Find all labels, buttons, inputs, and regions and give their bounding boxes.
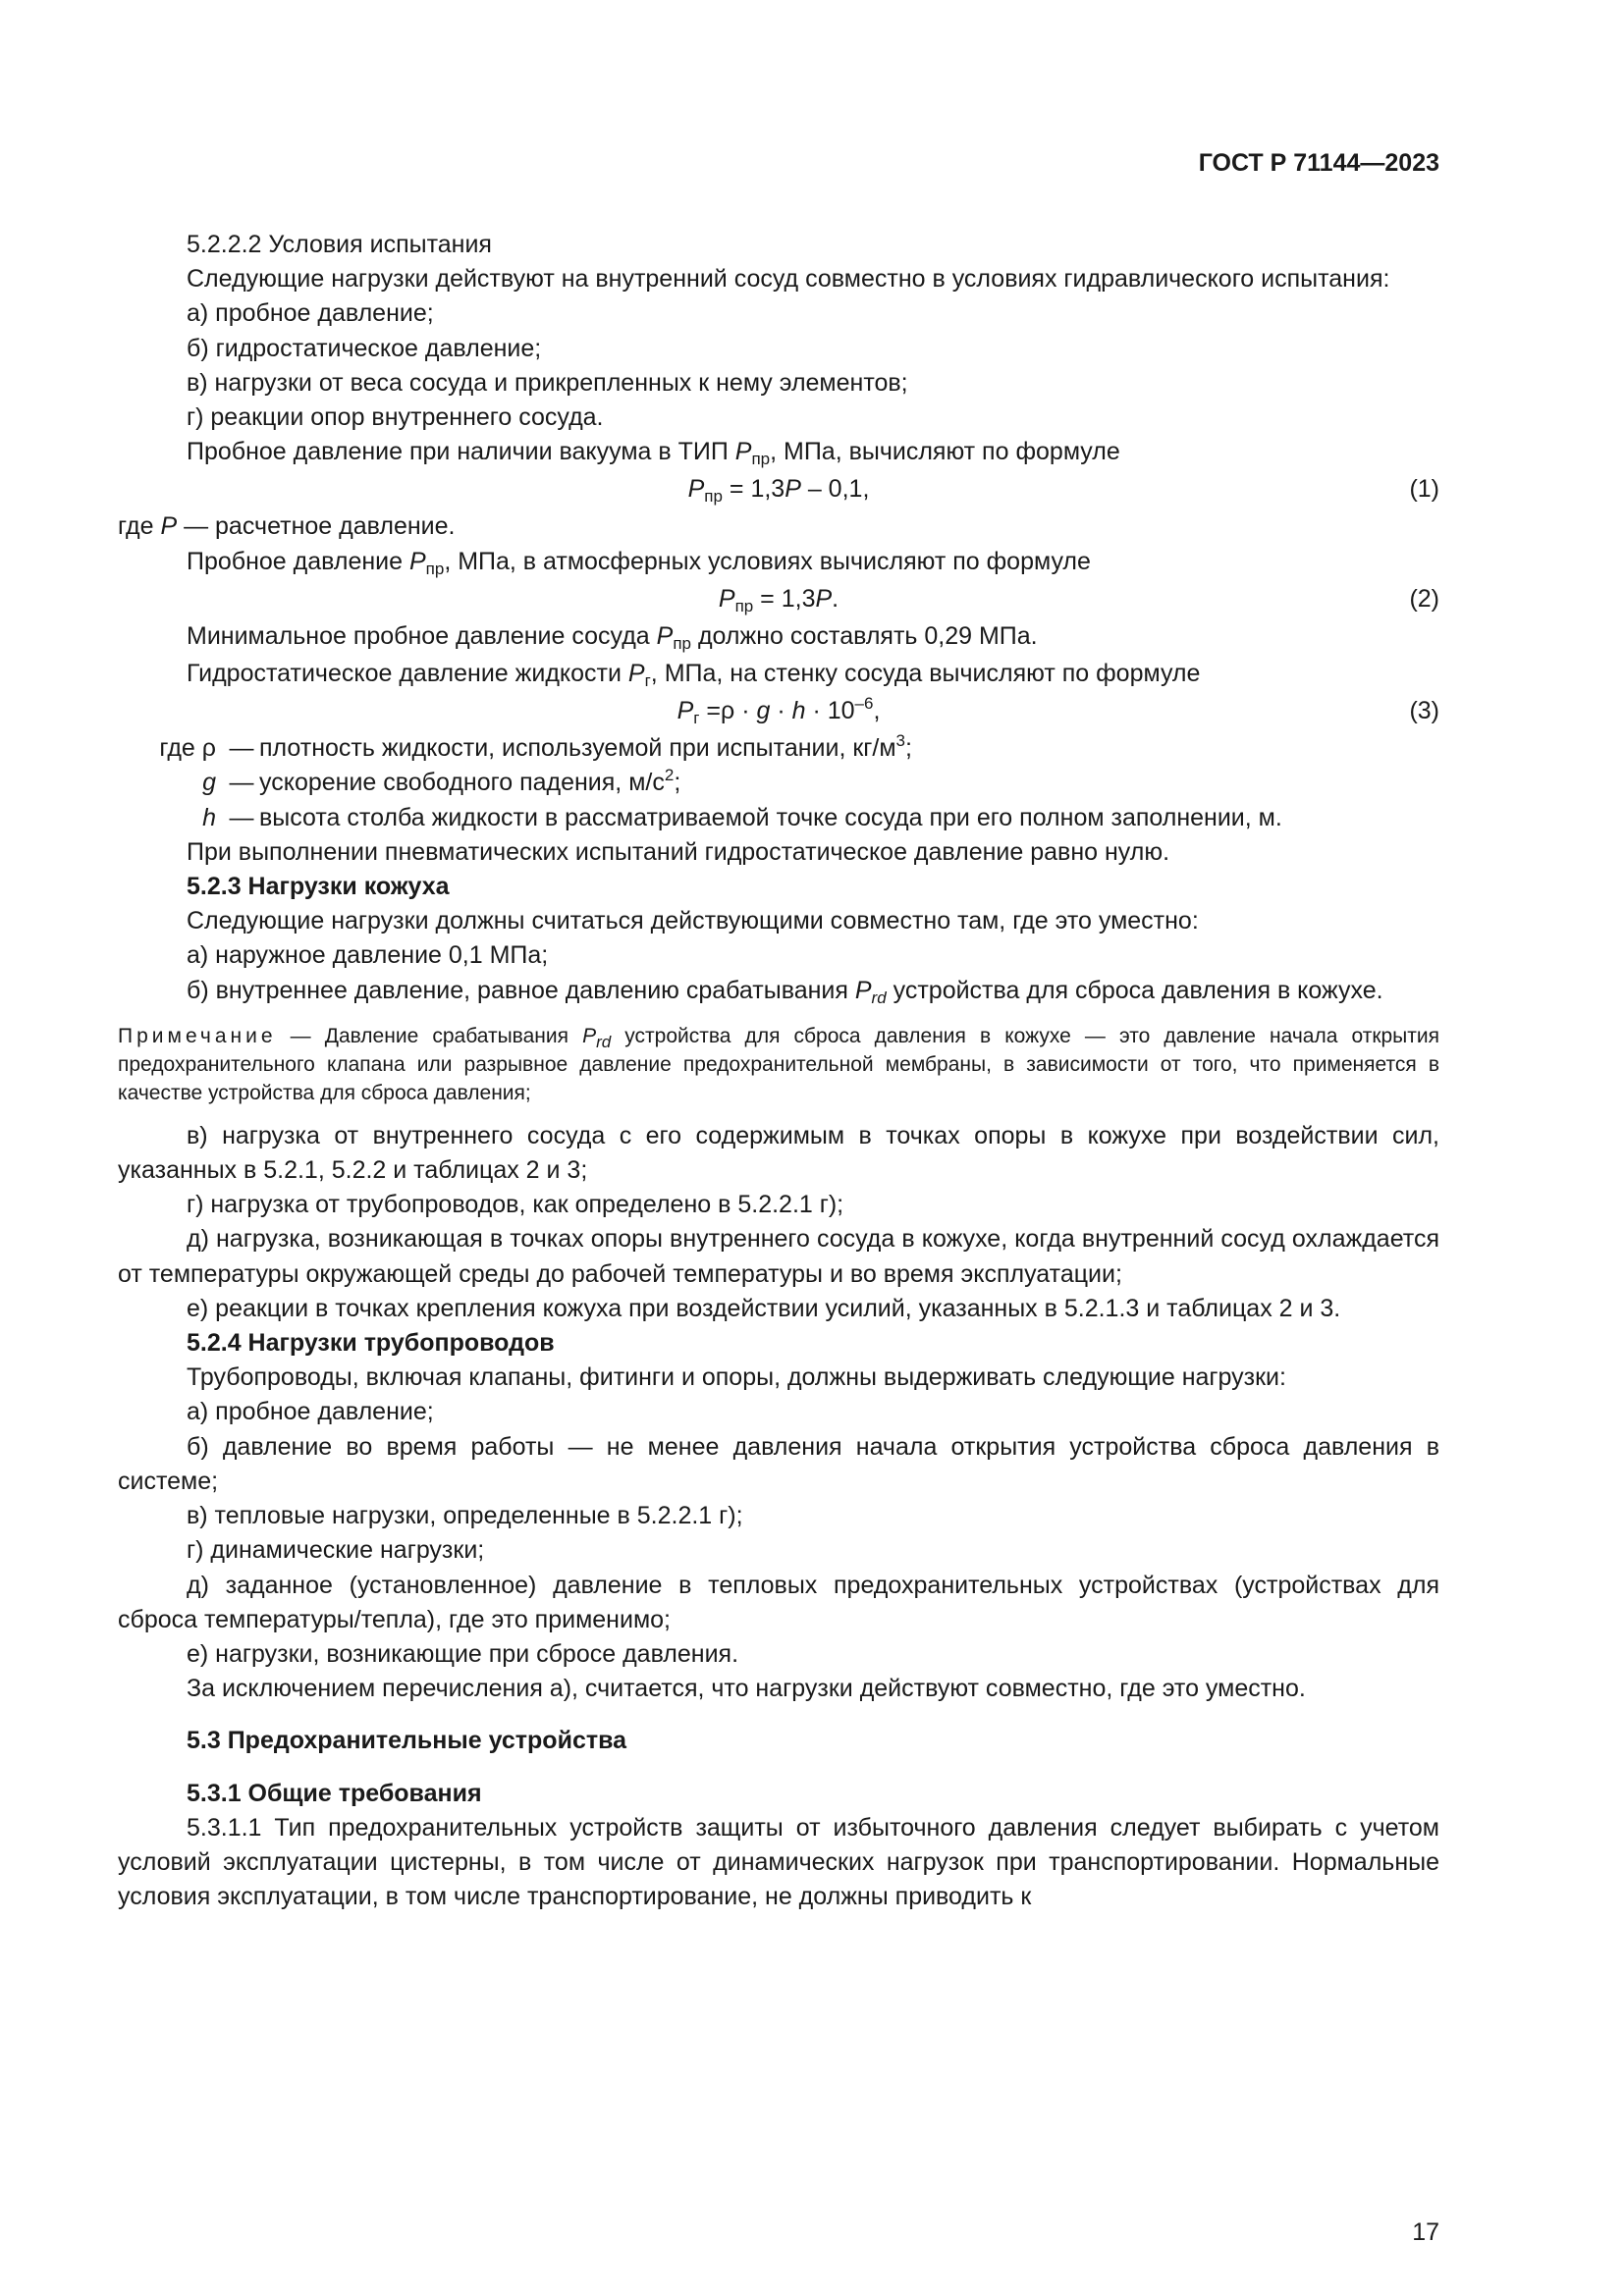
paragraph: За исключением перечисления а), считается, что нагрузки действуют совместно, где это уместно. [187, 1675, 1306, 1703]
list-item: д) заданное (установленное) давление в тепловых предохранительных устройствах (устройствах для сброса температуры/тепла), где это применимо; [118, 1571, 1439, 1633]
formula-1: $P_{пр} = 1,3P - 0,1$, (1) [118, 472, 1439, 507]
paragraph: 5.3.1.1 Тип предохранительных устройств защиты от избыточного давления следует выбирать с учетом условий эксплуатации цистерны, в том числе от динамических нагрузок при транспортировании. Нормальные условия эксплуатации, в том числе транспортирование, не должны приводить к [118, 1813, 1439, 1911]
list-item: в) нагрузки от веса сосуда и прикрепленных к нему элементов; [187, 368, 908, 397]
list-item: е) нагрузки, возникающие при сбросе давления. [187, 1639, 739, 1668]
list-item: д) нагрузка, возникающая в точках опоры внутреннего сосуда в кожухе, когда внутренний сосуд охлаждается от температуры окружающей среды до рабочей температуры и во время эксплуатации; [118, 1225, 1439, 1288]
list-item: б) внутреннее давление, равное давлению срабатывания $P_{rd}$ устройства для сброса давления в кожухе. [187, 976, 1383, 1007]
list-item: г) нагрузка от трубопроводов, как определено в 5.2.2.1 г); [187, 1191, 844, 1219]
paragraph: Пробное давление при наличии вакуума в ТИП $P_{пр}$, МПа, вычисляют по формуле [187, 438, 1120, 469]
list-item: в) тепловые нагрузки, определенные в 5.2.2.1 г); [187, 1502, 743, 1530]
document-header: ГОСТ Р 71144—2023 [1198, 149, 1439, 177]
section-heading-5-3: 5.3 Предохранительные устройства [187, 1727, 627, 1755]
document-body [118, 228, 1439, 1914]
definitions-list [118, 731, 1439, 835]
formula-2: $P_{пр} = 1,3P$. (2) [118, 582, 1439, 616]
paragraph: При выполнении пневматических испытаний гидростатическое давление равно нулю. [187, 837, 1170, 866]
formula-number: (3) [1409, 697, 1439, 725]
definition-row: где ρ — плотность жидкости, используемой при испытании, $кг/м^3$; [159, 731, 912, 763]
page-number: 17 [1412, 2218, 1439, 2246]
definition-row: h — высота столба жидкости в рассматриваемой точке сосуда при его полном заполнении, м. [202, 803, 1282, 831]
formula-number: (1) [1409, 475, 1439, 504]
list-item: в) нагрузка от внутреннего сосуда с его содержимым в точках опоры в кожухе при воздействии сил, указанных в 5.2.1, 5.2.2 и таблицах 2 и 3; [118, 1121, 1439, 1185]
paragraph: Следующие нагрузки должны считаться действующими совместно там, где это уместно: [187, 907, 1199, 935]
section-heading-5-2-4: 5.2.4 Нагрузки трубопроводов [187, 1329, 555, 1358]
formula-3: $P_г =\rho \cdot g \cdot h \cdot 10^{-6}$, (3) [677, 694, 1439, 728]
paragraph: где P — расчетное давление. [118, 512, 456, 541]
note-label: Примечание [118, 1024, 277, 1047]
paragraph: Минимальное пробное давление сосуда $P_{пр}$ должно составлять 0,29 МПа. [187, 621, 1038, 653]
list-item: г) реакции опор внутреннего сосуда. [187, 403, 604, 432]
definition-row: g — ускорение свободного падения, $м/с^2$; [202, 766, 681, 797]
paragraph: Трубопроводы, включая клапаны, фитинги и опоры, должны выдерживать следующие нагрузки: [187, 1363, 1286, 1392]
list-item: а) наружное давление 0,1 МПа; [187, 941, 549, 970]
list-item: г) динамические нагрузки; [187, 1536, 485, 1565]
paragraph: Пробное давление $P_{пр}$, МПа, в атмосферных условиях вычисляют по формуле [187, 547, 1091, 578]
list-item: а) пробное давление; [187, 299, 434, 328]
section-heading-5-3-1: 5.3.1 Общие требования [187, 1779, 482, 1807]
formula-number: (2) [1409, 584, 1439, 613]
note: Примечание — Давление срабатывания $P_{rd}$ устройства для сброса давления в кожухе — это давление начала открытия предохранительного клапана или разрывное давление предохранительной мембраны, в зависимости от того, что применяется в качестве устройства для сброса давления; [118, 1024, 1439, 1104]
section-heading-5-2-2-2: 5.2.2.2 Условия испытания [187, 231, 492, 258]
paragraph: Гидростатическое давление жидкости $P_г$, МПа, на стенку сосуда вычисляют по формуле [187, 660, 1201, 691]
list-item: б) давление во время работы — не менее давления начала открытия устройства сброса давления в системе; [118, 1432, 1439, 1495]
list-item: а) пробное давление; [187, 1398, 434, 1426]
section-heading-5-2-3: 5.2.3 Нагрузки кожуха [187, 873, 450, 901]
list-item: б) гидростатическое давление; [187, 334, 542, 362]
paragraph: Следующие нагрузки действуют на внутренний сосуд совместно в условиях гидравлического испытания: [187, 265, 1390, 294]
list-item: е) реакции в точках крепления кожуха при воздействии усилий, указанных в 5.2.1.3 и таблицах 2 и 3. [187, 1294, 1341, 1322]
